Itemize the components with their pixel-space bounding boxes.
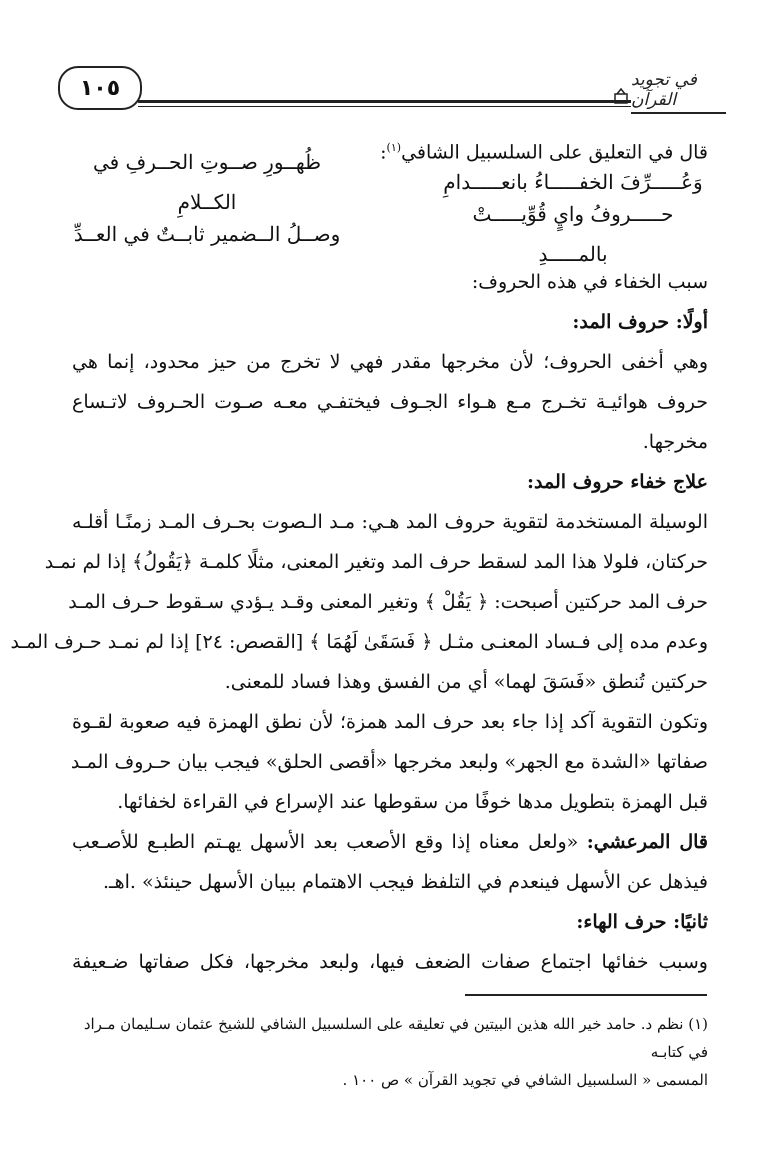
page-number: ١٠٥: [58, 66, 142, 110]
poem-hemistich-left: ظُهــورِ صــوتِ الحــرفِ في الكــلامِ: [92, 150, 322, 214]
p4-line: فيذهل عن الأسهل فينعدم في التلفظ فيجب الاهتمام ببيان الأسهل حينئذ» .اهـ.: [102, 871, 708, 893]
p1-line: حروف هوائيـة تخـرج مـع هـواء الجـوف فيختفـي معـه صـوت الحـروف لاتـساع: [72, 391, 708, 413]
intro-text: قال في التعليق على السلسبيل الشافي: [401, 141, 708, 164]
p4-label: قال المرعشي:: [586, 831, 709, 853]
p2-line: وعدم مده إلى فـساد المعنـى مثـل ﴿ فَسَقَىٰ لَهُمَا ﴾ [القصص: ٢٤] إذا لم نمـد حـرف المـد: [10, 631, 708, 653]
p1-line: وهي أخفى الحروف؛ لأن مخرجها مقدر فهي لا تخرج من حيز محدود، إنما هي: [72, 351, 708, 373]
header-rule-thin: [138, 106, 631, 107]
p2-line: الوسيلة المستخدمة لتقوية حروف المد هـي: مـد الـصوت بحـرف المـد زمنًـا أقلـه: [72, 511, 708, 533]
book-title: في تجويد القرآن: [631, 68, 726, 114]
p3-line: صفاتها «الشدة مع الجهر» ولبعد مخرجها «أقصى الحلق» فيجب بيان حـروف المـد: [70, 751, 708, 773]
second-title: ثانيًا: حرف الهاء:: [576, 911, 708, 933]
poem-hemistich-left: وصــلُ الــضمير ثابــتٌ في العــدِّ: [73, 222, 341, 246]
p3-line: وتكون التقوية آكد إذا جاء بعد حرف المد همزة؛ لأن نطق الهمزة فيه صعوبة لقـوة: [72, 711, 708, 733]
footnote-line: المسمى « السلسبيل الشافي في تجويد القرآن » ص ١٠٠ .: [342, 1071, 708, 1089]
footnotes: [72, 1010, 708, 1094]
p2-line: حركتين تُنطق «فَسَقَ لهما» أي من الفسق وهذا فساد للمعنى.: [224, 671, 708, 693]
p4-line: [72, 822, 708, 862]
intro-colon: :: [380, 141, 387, 164]
footnote-line: (١) نظم د. حامد خير الله هذين البيتين في تعليقه على السلسبيل الشافي للشيخ عثمان سـليمان مـراد في كتابـه: [83, 1015, 708, 1061]
poem-verse: [72, 202, 708, 266]
p2-line: حرف المد حركتين أصبحت: ﴿ يَقُلْ ﴾ وتغير المعنى وقـد يـؤدي سـقوط حـرف المـد: [68, 591, 708, 613]
poem-hemistich-right: حـــــروفُ وايٍ قُوِّيـــــتْ بالمـــــدِ: [472, 202, 674, 266]
first-title: أولًا: حروف المد:: [572, 311, 708, 333]
page-header: [58, 62, 726, 124]
footnote-rule: [465, 994, 707, 996]
p1-line: مخرجها.: [642, 431, 708, 453]
book-ornament-icon: [614, 88, 628, 104]
header-rule: [138, 100, 631, 103]
poem-hemistich-right: وَعُـــــرِّفَ الخفـــــاءُ بانعـــــدامِ: [443, 170, 703, 194]
p2-line: حركتان، فلولا هذا المد لسقط حرف المد وتغير المعنى، مثلًا كلمـة ﴿يَقُولُ﴾ إذا لم نمـد: [44, 551, 708, 573]
footnote-ref: (١): [386, 141, 402, 154]
p5-line: وسبب خفائها اجتماع صفات الضعف فيها، ولبعد مخرجها، فكل صفاتها ضـعيفة: [72, 951, 708, 973]
main-text: [10, 262, 709, 982]
p4-text: «ولعل معناه إذا وقع الأصعب بعد الأسهل يهـتم الطبـع للأصـعب: [72, 831, 579, 853]
section-title: سبب الخفاء في هذه الحروف:: [471, 271, 708, 293]
p3-line: قبل الهمزة بتطويل مدها خوفًا من سقوطها عند الإسراع في القراءة لخفائها.: [117, 791, 708, 813]
remedy-title: علاج خفاء حروف المد:: [526, 471, 708, 493]
